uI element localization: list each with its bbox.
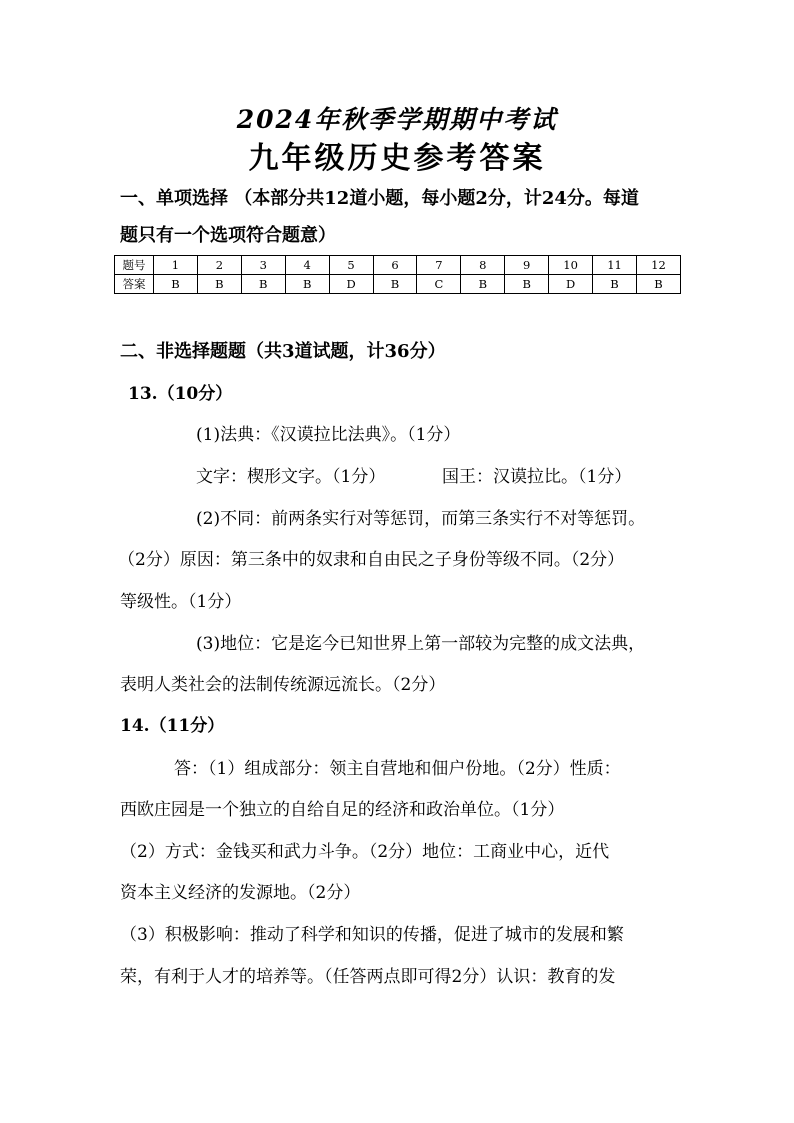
q13-line2a: 文字：楔形文字。（1分） (196, 467, 386, 487)
q13-line4: （2分）原因：第三条中的奴隶和自由民之子身份等级不同。（2分） (118, 550, 625, 570)
question-number-cell: 6 (373, 256, 417, 275)
question-number-cell: 2 (197, 256, 241, 275)
q14-line2: 西欧庄园是一个独立的自给自足的经济和政治单位。（1分） (120, 800, 565, 820)
answer-cell: B (373, 275, 417, 294)
answer-cell: B (154, 275, 198, 294)
table-row-answers (115, 275, 681, 294)
answer-cell: B (197, 275, 241, 294)
answer-cell: C (417, 275, 461, 294)
q13-label: 13.（10分） (128, 384, 233, 404)
q14-line3: （2）方式：金钱买和武力斗争。（2分）地位：工商业中心，近代 (120, 842, 610, 862)
answer-cell: B (241, 275, 285, 294)
answer-cell: B (285, 275, 329, 294)
question-number-cell: 8 (461, 256, 505, 275)
question-number-cell: 1 (154, 256, 198, 275)
question-number-cell: 7 (417, 256, 461, 275)
answer-cell: B (593, 275, 637, 294)
question-number-cell: 11 (593, 256, 637, 275)
question-number-cell: 10 (549, 256, 593, 275)
answer-cell: B (636, 275, 680, 294)
answer-cell: B (505, 275, 549, 294)
answer-cell: D (329, 275, 373, 294)
document-title: 九年级历史参考答案 (248, 141, 546, 176)
answer-cell: D (549, 275, 593, 294)
answer-table (114, 255, 681, 294)
q14-line4: 资本主义经济的发源地。（2分） (120, 883, 361, 903)
q14-line5: （3）积极影响：推动了科学和知识的传播，促进了城市的发展和繁 (120, 925, 624, 945)
q14-label: 14.（11分） (120, 716, 225, 736)
exam-title: 2024年秋季学期期中考试 (236, 105, 558, 134)
q13-line6: (3)地位：它是迄今已知世界上第一部较为完整的成文法典， (196, 634, 646, 654)
q14-line6: 荣，有利于人才的培养等。（任答两点即可得2分）认识：教育的发 (120, 967, 616, 987)
q13-line1: (1)法典：《汉谟拉比法典》。（1分） (196, 425, 461, 445)
answer-cell: B (461, 275, 505, 294)
question-number-cell: 12 (636, 256, 680, 275)
row-label-number: 题号 (115, 256, 154, 275)
table-row-question-numbers (115, 256, 681, 275)
section1-heading-line2: 题只有一个选项符合题意） (120, 225, 336, 246)
q13-line5: 等级性。（1分） (120, 592, 242, 612)
question-number-cell: 9 (505, 256, 549, 275)
question-number-cell: 5 (329, 256, 373, 275)
row-label-answer: 答案 (115, 275, 154, 294)
question-number-cell: 4 (285, 256, 329, 275)
question-number-cell: 3 (241, 256, 285, 275)
q13-line3: (2)不同：前两条实行对等惩罚，而第三条实行不对等惩罚。 (196, 509, 646, 529)
q14-line1: 答：（1）组成部分：领主自营地和佃户份地。（2分）性质： (174, 759, 621, 779)
q13-line7: 表明人类社会的法制传统源远流长。（2分） (120, 675, 446, 695)
section1-heading-line1: 一、单项选择 （本部分共12道小题，每小题2分，计24分。每道 (120, 188, 639, 209)
q13-line2b: 国王：汉谟拉比。（1分） (442, 467, 632, 487)
section2-heading: 二、非选择题题（共3道试题，计36分） (120, 341, 446, 362)
